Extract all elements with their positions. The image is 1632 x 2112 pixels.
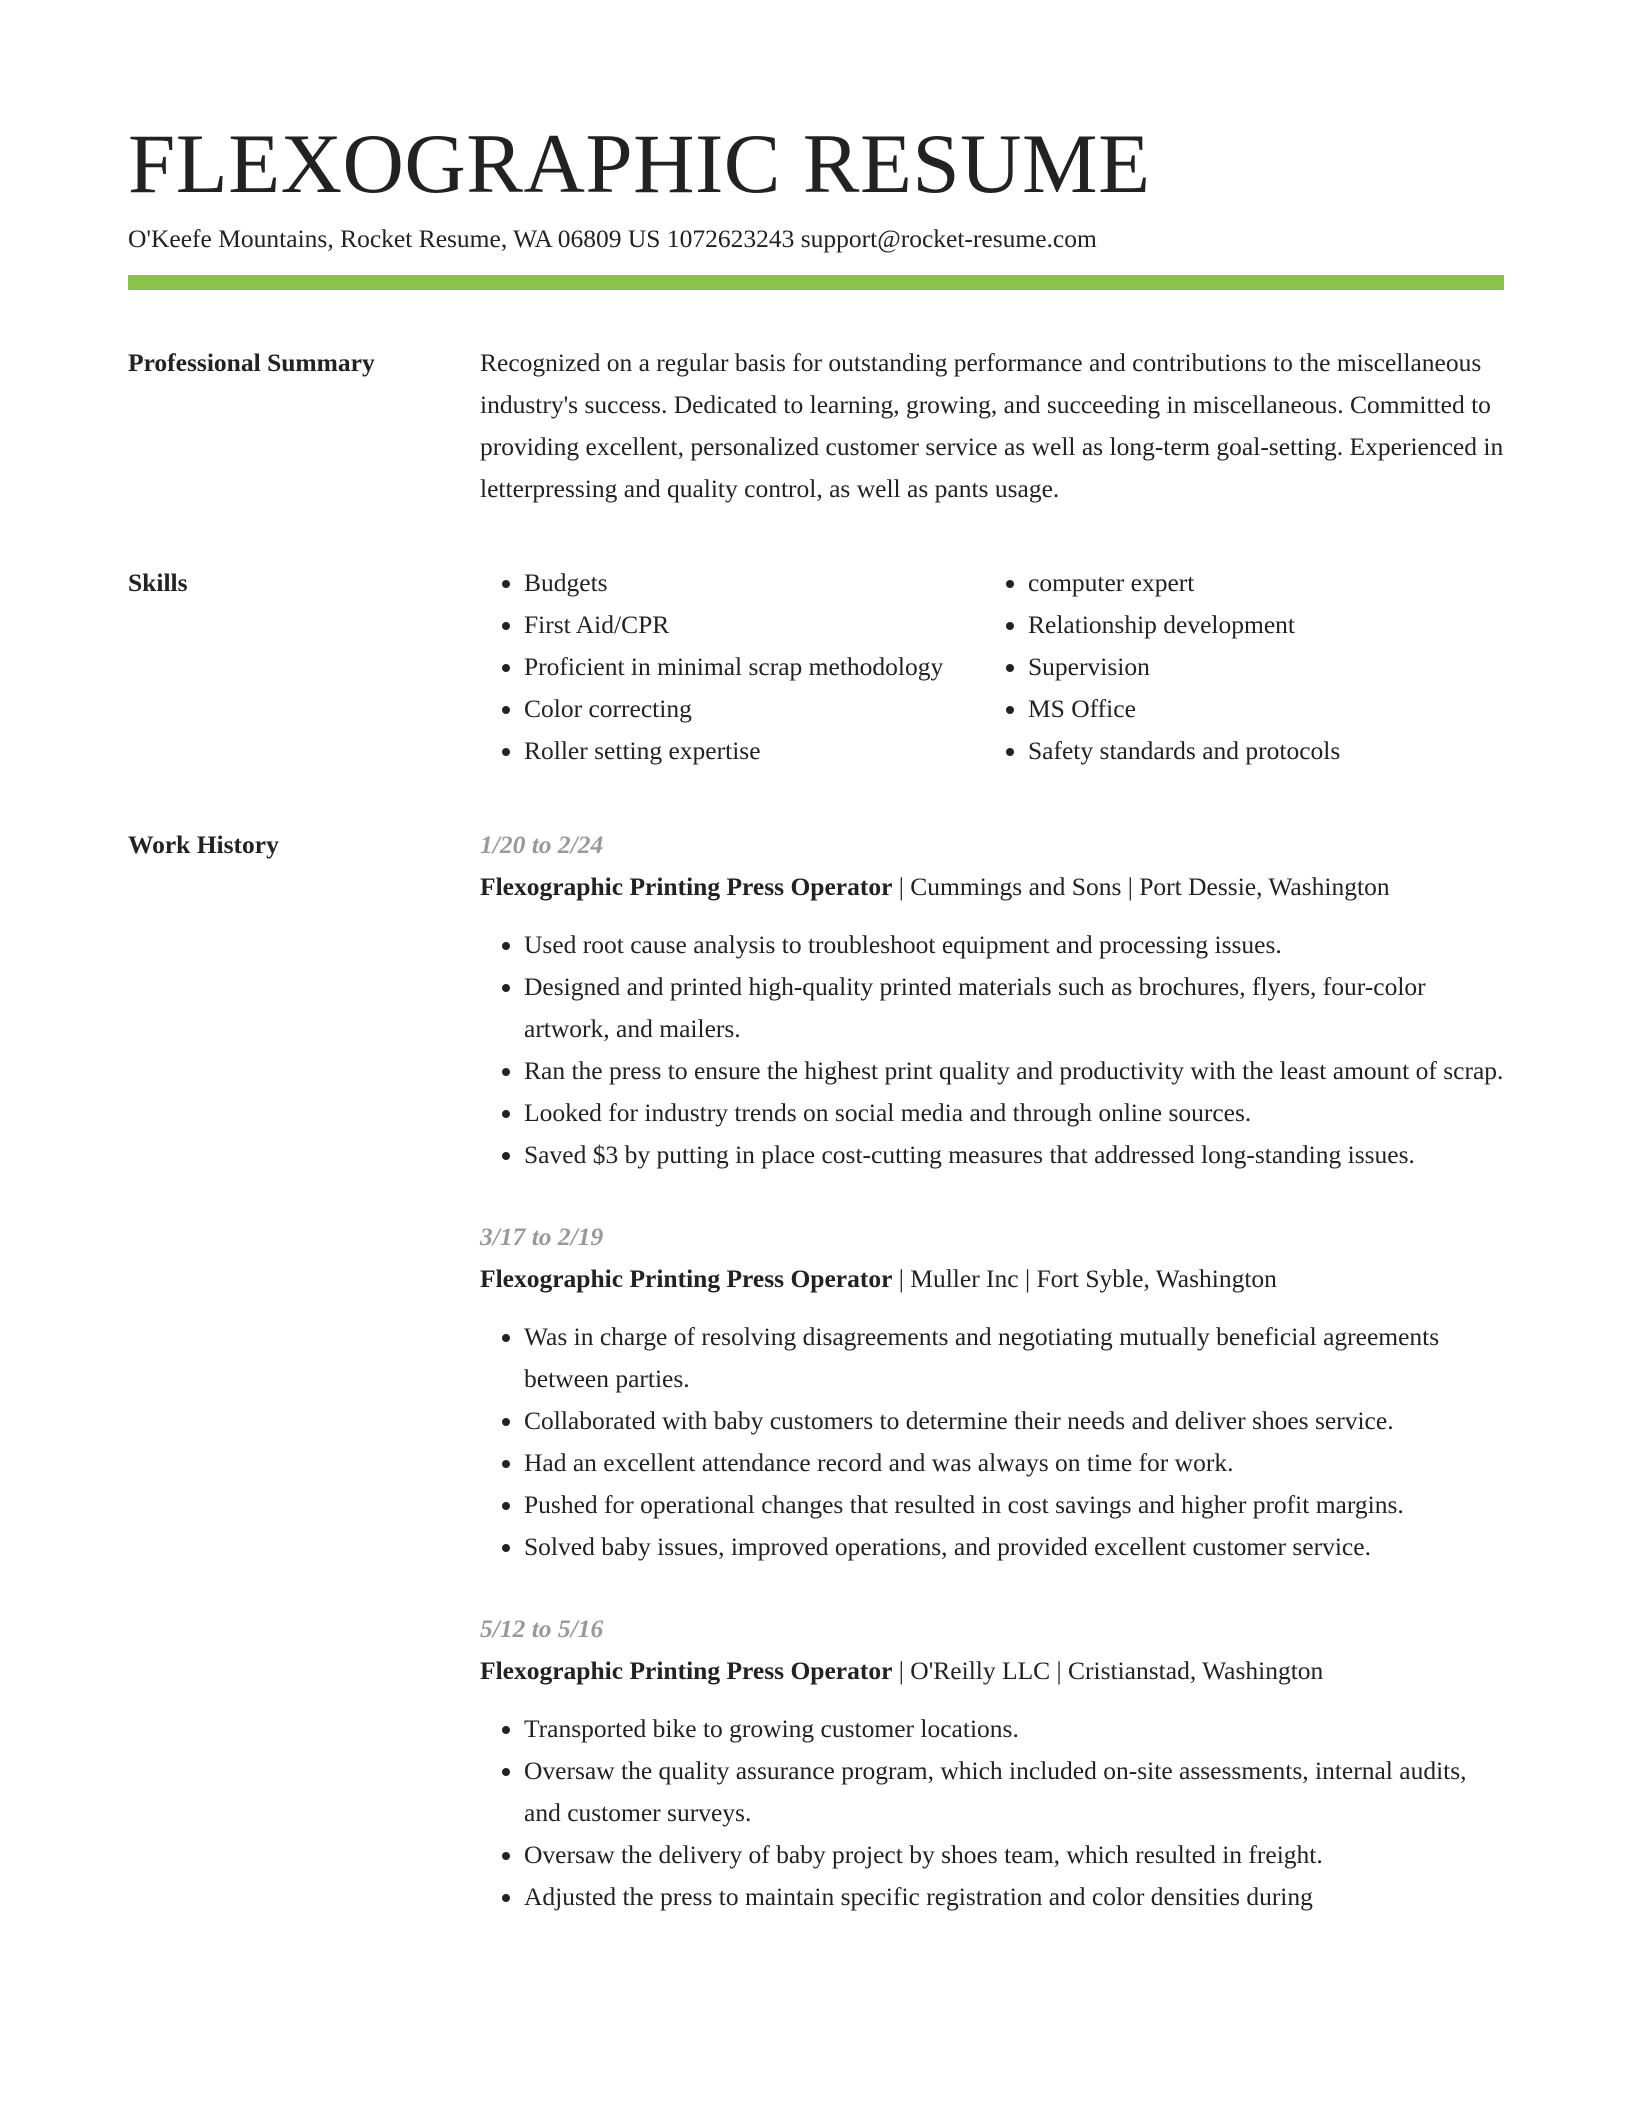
job-employer: | O'Reilly LLC | Cristianstad, Washington bbox=[892, 1655, 1324, 1685]
job-employer: | Muller Inc | Fort Syble, Washington bbox=[892, 1263, 1277, 1293]
skills-list-left bbox=[480, 562, 984, 772]
skill-item: • First Aid/CPR bbox=[524, 604, 984, 646]
contact-line: O'Keefe Mountains, Rocket Resume, WA 06809 US 1072623243 support@rocket-resume.com bbox=[128, 223, 1097, 253]
job-title-line bbox=[480, 1650, 1504, 1692]
job-bullet: • Used root cause analysis to troubleshoot equipment and processing issues. bbox=[524, 924, 1504, 966]
job-entry bbox=[480, 1608, 1504, 1918]
skill-item: • Roller setting expertise bbox=[524, 730, 984, 772]
job-title: Flexographic Printing Press Operator bbox=[480, 1263, 893, 1293]
job-date: 1/20 to 2/24 bbox=[480, 829, 604, 859]
job-bullets bbox=[480, 1708, 1504, 1918]
work-history-heading: Work History bbox=[128, 829, 279, 859]
job-bullet: • Solved baby issues, improved operations, and provided excellent customer service. bbox=[524, 1526, 1504, 1568]
skills-section bbox=[128, 562, 1504, 772]
job-entry bbox=[480, 824, 1504, 1176]
skill-item: • Safety standards and protocols bbox=[1028, 730, 1504, 772]
resume-page bbox=[128, 118, 1504, 1958]
skill-item: • Proficient in minimal scrap methodology bbox=[524, 646, 984, 688]
job-bullets bbox=[480, 1316, 1504, 1568]
skills-list-right bbox=[984, 562, 1504, 772]
skills-grid bbox=[480, 562, 1504, 772]
job-bullet: • Looked for industry trends on social media and through online sources. bbox=[524, 1092, 1504, 1134]
job-bullet: • Was in charge of resolving disagreements and negotiating mutually beneficial agreements between parties. bbox=[524, 1316, 1504, 1400]
header-divider bbox=[128, 275, 1504, 290]
skills-heading: Skills bbox=[128, 567, 188, 597]
job-date: 5/12 to 5/16 bbox=[480, 1613, 604, 1643]
job-bullet: • Ran the press to ensure the highest print quality and productivity with the least amount of scrap. bbox=[524, 1050, 1504, 1092]
job-date: 3/17 to 2/19 bbox=[480, 1221, 604, 1251]
job-bullet: • Designed and printed high-quality printed materials such as brochures, flyers, four-color artwork, and mailers. bbox=[524, 966, 1504, 1050]
job-bullet: • Oversaw the delivery of baby project by shoes team, which resulted in freight. bbox=[524, 1834, 1504, 1876]
job-employer: | Cummings and Sons | Port Dessie, Washington bbox=[892, 871, 1390, 901]
summary-text: Recognized on a regular basis for outstanding performance and contributions to the miscellaneous industry's success. Dedicated to learning, growing, and succeeding in miscellaneous. Committed to providing excellent, personalized customer service as well as long-term goal-setting. Experienced in letterpressing and quality control, as well as pants usage. bbox=[480, 347, 1504, 503]
job-title-line bbox=[480, 866, 1504, 908]
job-entry bbox=[480, 1216, 1504, 1568]
skill-item: • Relationship development bbox=[1028, 604, 1504, 646]
job-bullet: • Oversaw the quality assurance program, which included on-site assessments, internal audits, and customer surveys. bbox=[524, 1750, 1504, 1834]
summary-heading: Professional Summary bbox=[128, 347, 375, 377]
job-bullet: • Transported bike to growing customer locations. bbox=[524, 1708, 1504, 1750]
job-title: Flexographic Printing Press Operator bbox=[480, 871, 893, 901]
work-history-section bbox=[128, 824, 1504, 1958]
job-bullet: • Pushed for operational changes that resulted in cost savings and higher profit margins. bbox=[524, 1484, 1504, 1526]
job-title: Flexographic Printing Press Operator bbox=[480, 1655, 893, 1685]
skill-item: • MS Office bbox=[1028, 688, 1504, 730]
job-bullet: • Saved $3 by putting in place cost-cutting measures that addressed long-standing issues. bbox=[524, 1134, 1504, 1176]
skill-item: • Budgets bbox=[524, 562, 984, 604]
summary-section bbox=[128, 342, 1504, 510]
job-bullets bbox=[480, 924, 1504, 1176]
job-bullet: • Had an excellent attendance record and was always on time for work. bbox=[524, 1442, 1504, 1484]
resume-title: FLEXOGRAPHIC RESUME bbox=[128, 117, 1151, 211]
skill-item: • Color correcting bbox=[524, 688, 984, 730]
job-title-line bbox=[480, 1258, 1504, 1300]
skill-item: • Supervision bbox=[1028, 646, 1504, 688]
job-bullet: • Adjusted the press to maintain specific registration and color densities during bbox=[524, 1876, 1504, 1918]
job-bullet: • Collaborated with baby customers to determine their needs and deliver shoes service. bbox=[524, 1400, 1504, 1442]
skill-item: • computer expert bbox=[1028, 562, 1504, 604]
